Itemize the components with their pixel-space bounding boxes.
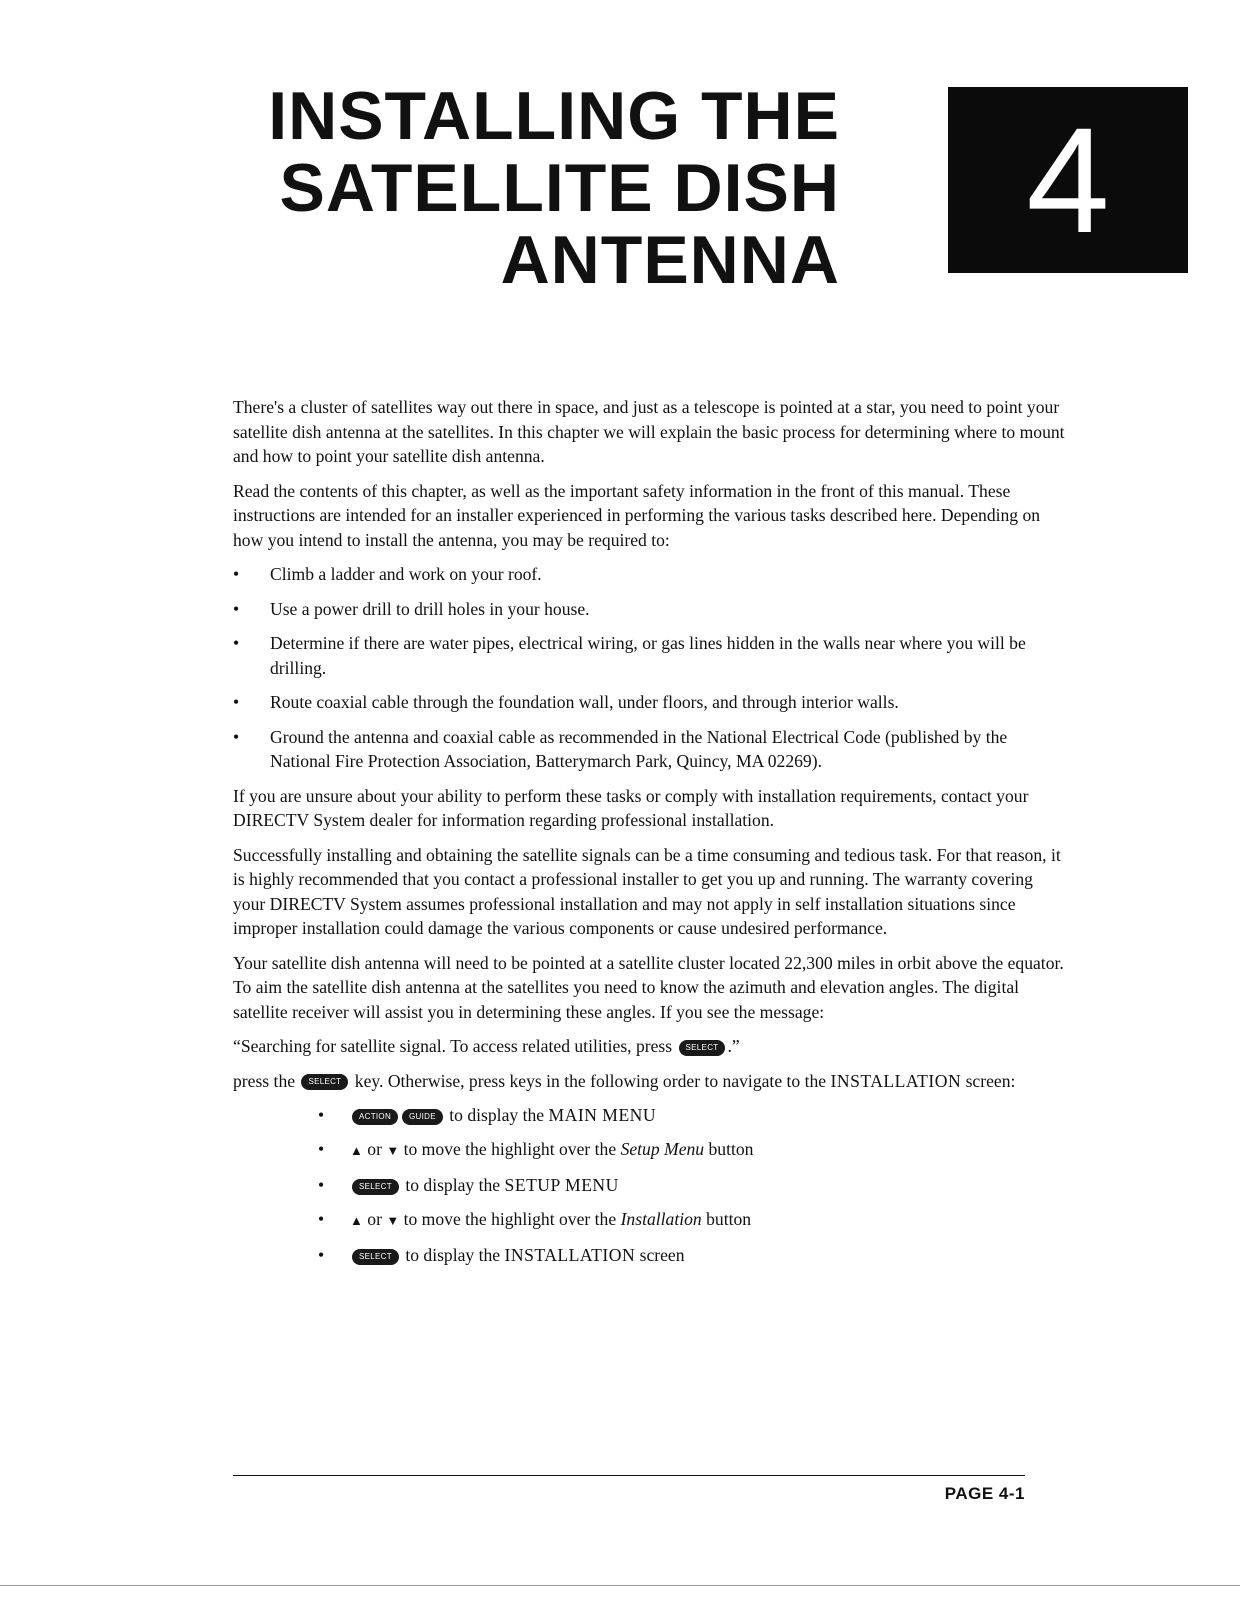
list-item (318, 1207, 1068, 1233)
list-item (318, 1173, 1068, 1197)
chapter-title-line-1: INSTALLING THE (268, 78, 840, 154)
list-item (318, 1243, 1068, 1267)
list-item: • Determine if there are water pipes, electrical wiring, or gas lines hidden in the walls near where you will be drilling. (233, 631, 1068, 680)
message-open-quote: “ (233, 1036, 241, 1056)
step-or: or (362, 1209, 387, 1229)
message-text: Searching for satellite signal. To access related utilities, press (240, 1036, 677, 1056)
step-end: button (704, 1139, 754, 1159)
installation-screen-name: INSTALLATION (830, 1070, 962, 1091)
aiming-paragraph: Your satellite dish antenna will need to be pointed at a satellite cluster located 22,300 miles in orbit above the equator. To aim the satellite dish antenna at the satellites you need to know the azimuth and elevation angles. The digital satellite receiver will assist you in determining these angles. If you see the message: (233, 952, 1064, 1022)
nav-lead-2: key. Otherwise, press keys in the following order to navigate to the (350, 1070, 831, 1091)
step-target: SETUP MENU (504, 1175, 619, 1195)
chapter-number: 4 (1026, 96, 1110, 264)
step-target: MAIN MENU (548, 1105, 657, 1125)
warranty-paragraph: Successfully installing and obtaining the satellite signals can be a time consuming and tedious task. For that reason, it is highly recommended that you contact a professional installer to get you up and running. The warranty covering your DIRECTV System assumes professional installation and may not apply in self installation situations since improper installation could damage the various components or cause undesired performance. (233, 844, 1061, 938)
step-text: to move the highlight over the (399, 1139, 621, 1159)
up-arrow-icon: ▲ (350, 1213, 363, 1228)
step-text: to move the highlight over the (399, 1209, 621, 1229)
step-text: to display the (400, 1175, 505, 1195)
up-arrow-icon: ▲ (350, 1143, 363, 1158)
step-target: INSTALLATION (504, 1245, 636, 1265)
select-key-icon: SELECT (352, 1179, 399, 1195)
list-item: • Ground the antenna and coaxial cable as recommended in the National Electrical Code (published by the National Fire Protection Association, Batterymarch Park, Quincy, MA 02269). (233, 725, 1068, 774)
chapter-title (200, 80, 840, 296)
navigation-instructions (233, 1069, 1068, 1094)
nav-lead-1: press the (233, 1070, 300, 1091)
chapter-title-line-3: ANTENNA (500, 222, 840, 298)
step-text: to display the (444, 1105, 549, 1125)
list-item: • Use a power drill to drill holes in your house. (233, 597, 1068, 622)
step-button-name: Installation (620, 1209, 702, 1229)
list-item: • Route coaxial cable through the foundation wall, under floors, and through interior walls. (233, 690, 1068, 715)
chapter-number-box (948, 87, 1188, 273)
list-item (318, 1103, 1068, 1127)
safety-paragraph: Read the contents of this chapter, as well as the important safety information in the front of this manual. These instructions are intended for an installer experienced in performing the various tasks described here. Depending on how you intend to install the antenna, you may be required to: (233, 480, 1041, 550)
chapter-title-line-2: SATELLITE DISH (279, 150, 840, 226)
list-item: • Climb a ladder and work on your roof. (233, 562, 1068, 587)
step-or: or (362, 1139, 387, 1159)
down-arrow-icon: ▼ (386, 1143, 400, 1158)
step-button-name: Setup Menu (620, 1139, 705, 1159)
guide-key-icon: GUIDE (402, 1109, 443, 1125)
intro-paragraph: There's a cluster of satellites way out there in space, and just as a telescope is pointed at a star, you need to point your satellite dish antenna at the satellites. In this chapter we will explain the basic process for determining where to mount and how to point your satellite dish antenna. (233, 397, 1065, 466)
step-end: screen (635, 1245, 685, 1265)
list-item (318, 1137, 1068, 1163)
action-key-icon: ACTION (352, 1109, 398, 1125)
page-number: PAGE 4-1 (944, 1484, 1025, 1503)
dealer-paragraph: If you are unsure about your ability to perform these tasks or comply with installation requirements, contact your DIRECTV System dealer for information regarding professional installation. (233, 785, 1029, 830)
requirements-list (233, 562, 1068, 774)
footer-divider (233, 1475, 1025, 1476)
body-text (233, 395, 1068, 1277)
nav-lead-3: screen: (961, 1070, 1016, 1091)
step-end: button (701, 1209, 752, 1229)
step-text: to display the (400, 1245, 505, 1265)
select-key-icon: SELECT (679, 1040, 726, 1056)
select-key-icon: SELECT (301, 1074, 348, 1090)
navigation-steps (233, 1103, 1068, 1267)
down-arrow-icon: ▼ (386, 1213, 400, 1228)
page-bottom-edge (0, 1585, 1240, 1586)
message-close: .” (727, 1036, 740, 1056)
search-message (233, 1034, 1068, 1059)
select-key-icon: SELECT (352, 1249, 399, 1265)
